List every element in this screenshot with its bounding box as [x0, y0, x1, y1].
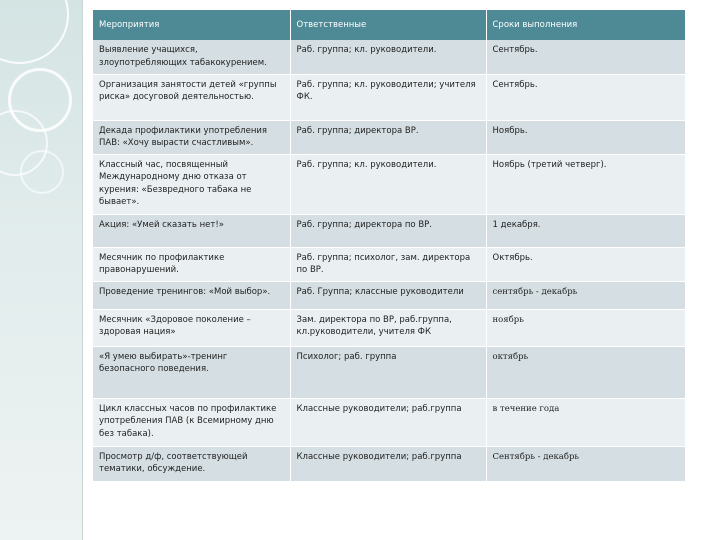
table-row: [93, 40, 685, 74]
decorative-ring: [0, 0, 69, 64]
table-row: [93, 154, 685, 214]
cell-event: Проведение тренингов: «Мой выбор».: [93, 281, 290, 309]
cell-event: Организация занятости детей «группы риска» досуговой деятельностью.: [93, 74, 290, 120]
cell-responsible: Раб. Группа; классные руководители: [290, 281, 486, 309]
events-table: [93, 10, 686, 482]
cell-responsible: Раб. группа; кл. руководители.: [290, 40, 486, 74]
cell-deadline: октябрь: [486, 346, 685, 398]
cell-deadline: Ноябрь (третий четверг).: [486, 154, 685, 214]
table-row: [93, 214, 685, 247]
table-row: [93, 346, 685, 398]
header-responsible: Ответственные: [290, 10, 486, 40]
cell-responsible: Классные руководители; раб.группа: [290, 398, 486, 446]
divider-line: [82, 0, 83, 540]
cell-deadline: сентябрь - декабрь: [486, 281, 685, 309]
table-header-row: [93, 10, 685, 40]
cell-event: «Я умею выбирать»-тренинг безопасного поведения.: [93, 346, 290, 398]
cell-deadline: 1 декабря.: [486, 214, 685, 247]
table-row: [93, 446, 685, 481]
cell-deadline: Октябрь.: [486, 247, 685, 281]
table-row: [93, 74, 685, 120]
decorative-side-band: [0, 0, 82, 540]
cell-event: Акция: «Умей сказать нет!»: [93, 214, 290, 247]
cell-deadline: ноябрь: [486, 309, 685, 346]
cell-responsible: Раб. группа; директора по ВР.: [290, 214, 486, 247]
table-row: [93, 309, 685, 346]
cell-deadline: Сентябрь.: [486, 40, 685, 74]
cell-event: Цикл классных часов по профилактике употребления ПАВ (к Всемирному дню без табака).: [93, 398, 290, 446]
table-row: [93, 398, 685, 446]
cell-event: Просмотр д/ф, соответствующей тематики, обсуждение.: [93, 446, 290, 481]
table-row: [93, 281, 685, 309]
cell-responsible: Раб. группа; кл. руководители.: [290, 154, 486, 214]
cell-deadline: в течение года: [486, 398, 685, 446]
cell-deadline: Сентябрь - декабрь: [486, 446, 685, 481]
cell-responsible: Зам. директора по ВР, раб.группа, кл.руководители, учителя ФК: [290, 309, 486, 346]
cell-event: Месячник «Здоровое поколение – здоровая нация»: [93, 309, 290, 346]
cell-responsible: Классные руководители; раб.группа: [290, 446, 486, 481]
table-row: [93, 247, 685, 281]
cell-responsible: Раб. группа; психолог, зам. директора по ВР.: [290, 247, 486, 281]
header-deadline: Сроки выполнения: [486, 10, 685, 40]
cell-deadline: Сентябрь.: [486, 74, 685, 120]
cell-event: Месячник по профилактике правонарушений.: [93, 247, 290, 281]
header-events: Мероприятия: [93, 10, 290, 40]
cell-deadline: Ноябрь.: [486, 120, 685, 154]
table-row: [93, 120, 685, 154]
decorative-ring: [20, 150, 64, 194]
cell-responsible: Раб. группа; директора ВР.: [290, 120, 486, 154]
cell-event: Классный час, посвященный Международному дню отказа от курения: «Безвредного табака не бывает».: [93, 154, 290, 214]
cell-responsible: Психолог; раб. группа: [290, 346, 486, 398]
cell-event: Декада профилактики употребления ПАВ: «Хочу вырасти счастливым».: [93, 120, 290, 154]
cell-responsible: Раб. группа; кл. руководители; учителя ФК.: [290, 74, 486, 120]
cell-event: Выявление учащихся, злоупотребляющих табакокурением.: [93, 40, 290, 74]
